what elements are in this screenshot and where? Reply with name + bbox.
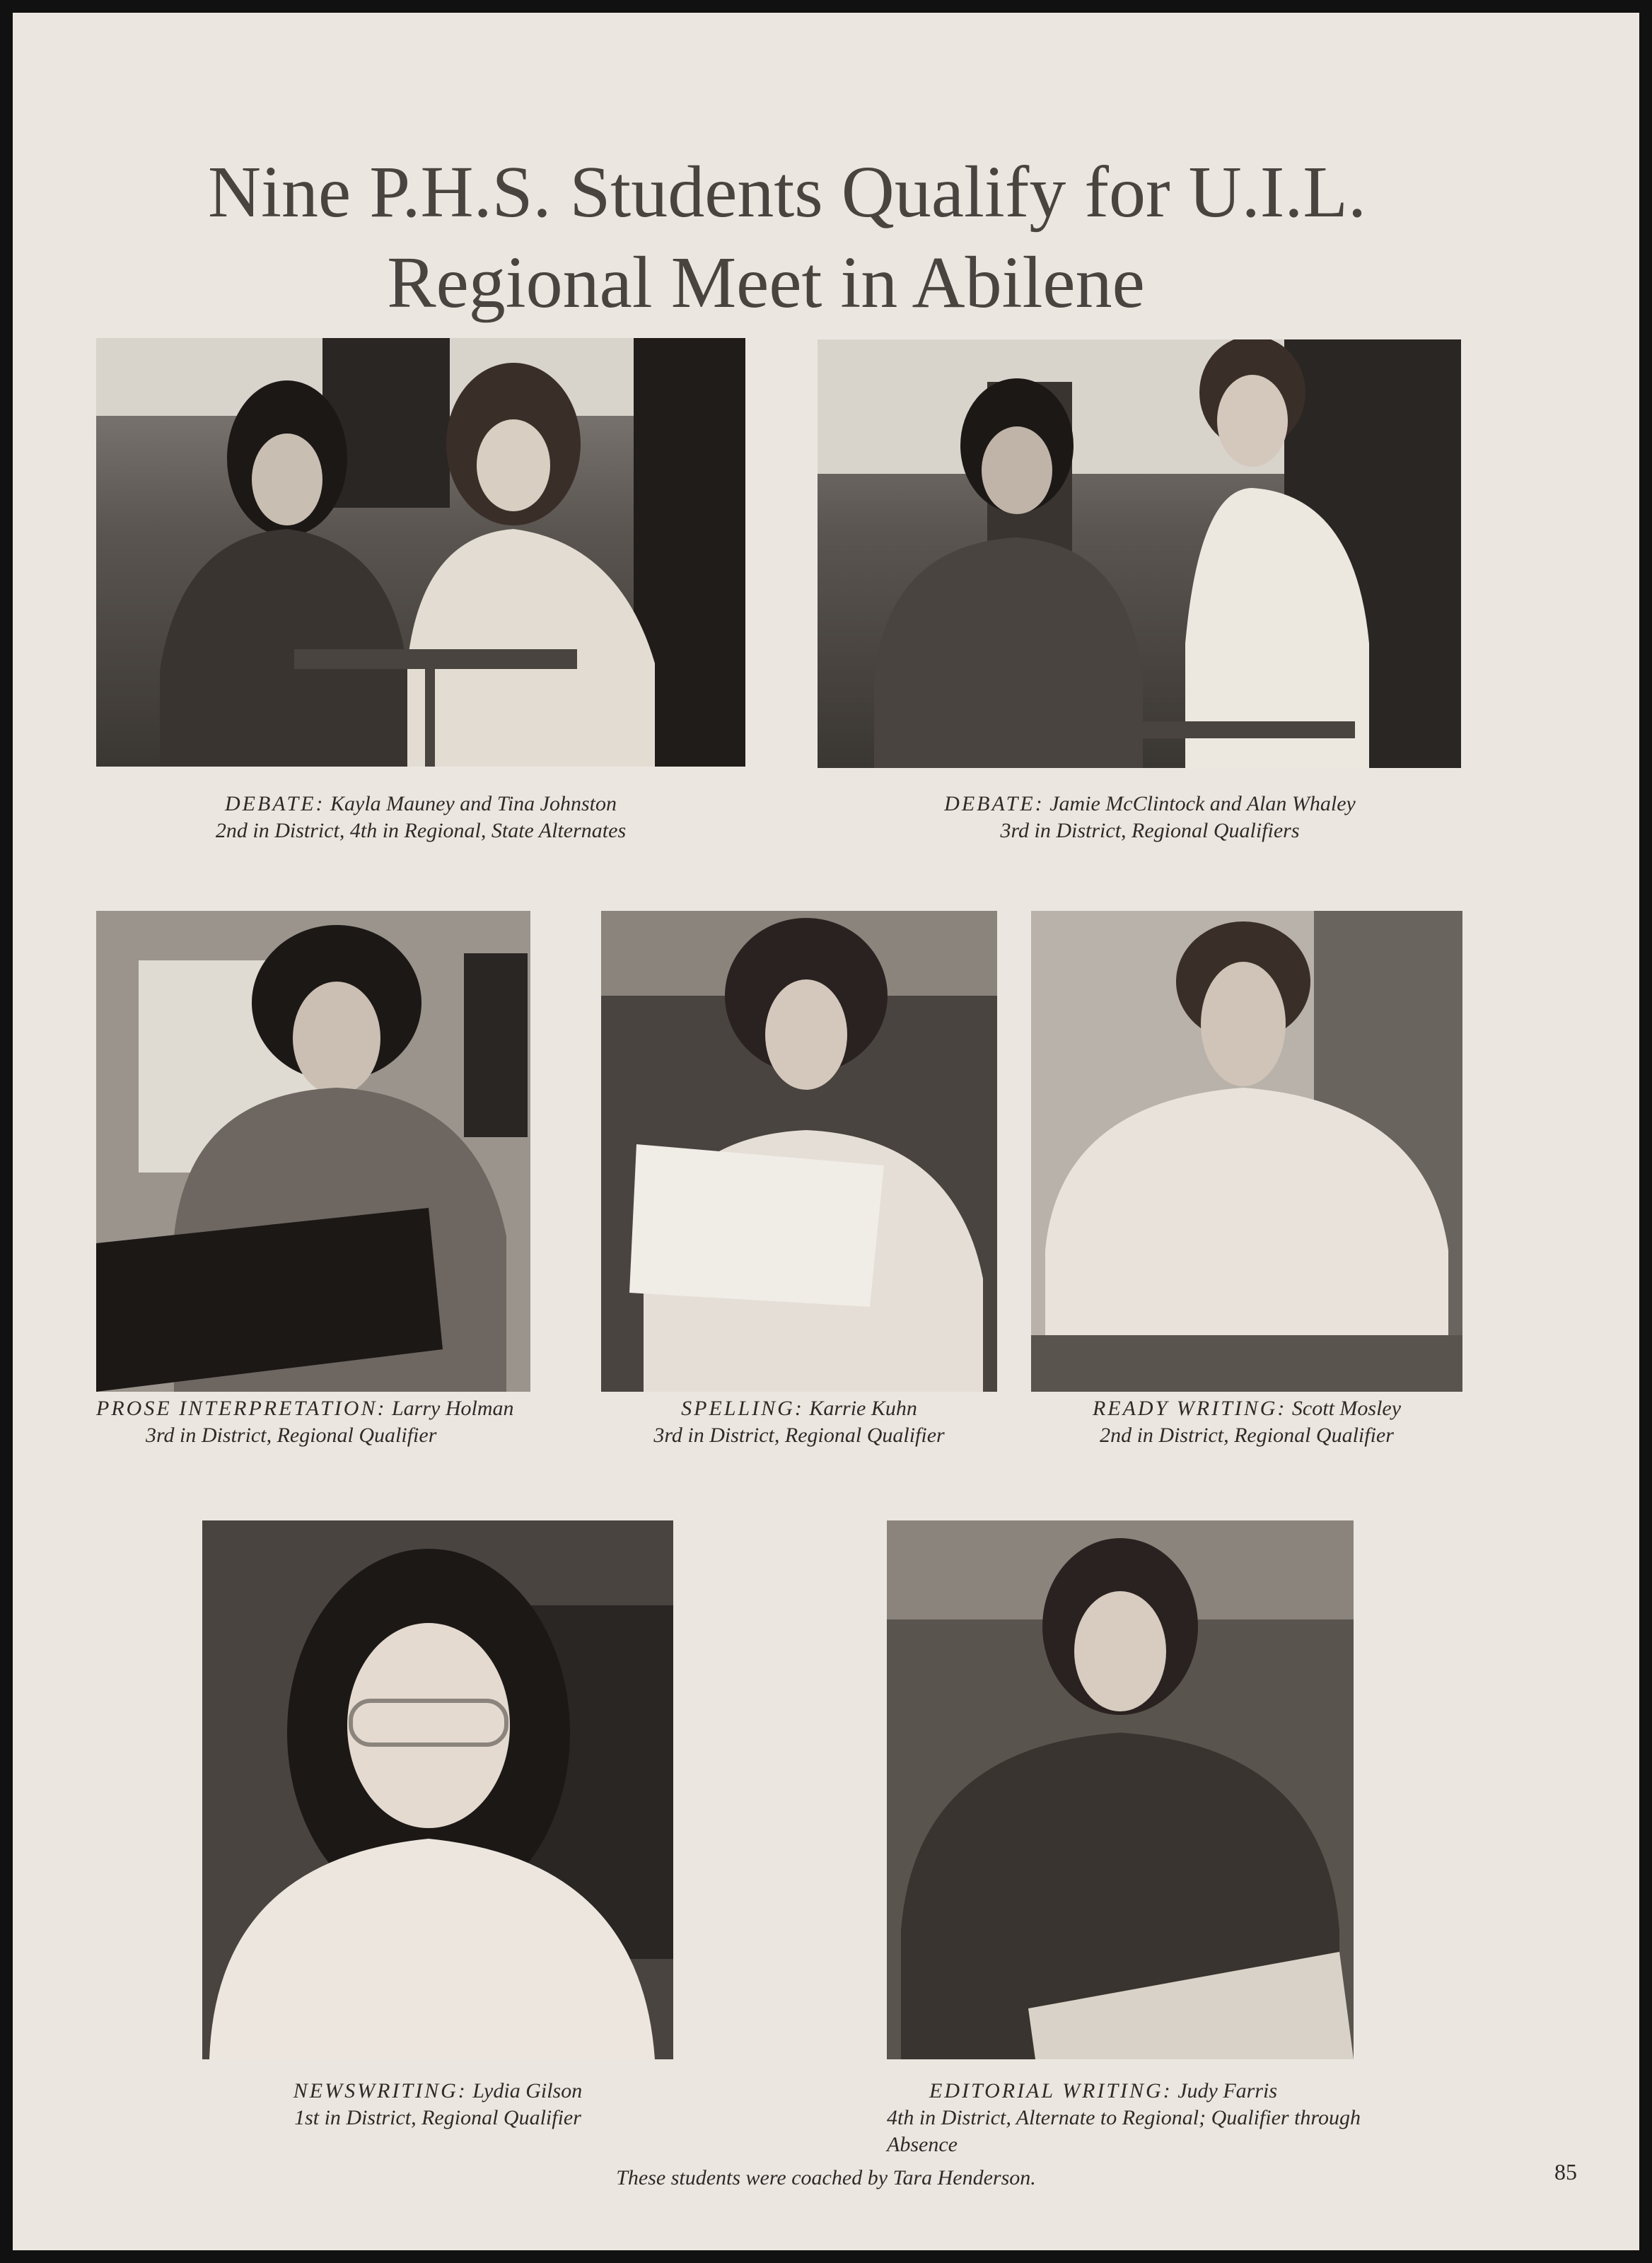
caption-prose <box>96 1395 549 1449</box>
caption-result: 3rd in District, Regional Qualifiers <box>1000 819 1300 842</box>
caption-result: 1st in District, Regional Qualifier <box>294 2106 581 2129</box>
photo-editorial-farris <box>887 1520 1354 2059</box>
caption-debate-2 <box>818 791 1482 844</box>
caption-names: Scott Mosley <box>1291 1397 1402 1420</box>
caption-category: PROSE INTERPRETATION: <box>96 1397 387 1420</box>
caption-names: Jamie McClintock and Alan Whaley <box>1049 792 1356 815</box>
caption-category: EDITORIAL WRITING: <box>929 2079 1173 2102</box>
caption-ready-writing <box>1031 1395 1462 1449</box>
caption-result: 2nd in District, 4th in Regional, State Alternates <box>215 819 627 842</box>
caption-category: READY WRITING: <box>1092 1397 1287 1420</box>
caption-editorial-writing <box>887 2078 1382 2158</box>
caption-category: SPELLING: <box>681 1397 804 1420</box>
page-number: 85 <box>1554 2159 1577 2185</box>
caption-result: 3rd in District, Regional Qualifier <box>146 1424 437 1447</box>
caption-result: 2nd in District, Regional Qualifier <box>1100 1424 1394 1447</box>
caption-newswriting <box>202 2078 673 2131</box>
caption-spelling <box>601 1395 997 1449</box>
yearbook-page <box>13 13 1639 2250</box>
caption-category: DEBATE: <box>224 792 325 815</box>
caption-names: Judy Farris <box>1177 2079 1278 2102</box>
caption-names: Lydia Gilson <box>472 2079 583 2102</box>
photo-debate-mcclintock-whaley <box>818 339 1461 768</box>
coach-credit: These students were coached by Tara Henderson. <box>616 2166 1036 2189</box>
caption-debate-1 <box>96 791 745 844</box>
photo-prose-holman <box>96 911 530 1392</box>
caption-category: DEBATE: <box>944 792 1045 815</box>
photo-spelling-kuhn <box>601 911 997 1392</box>
caption-result: 3rd in District, Regional Qualifier <box>653 1424 945 1447</box>
title-line-1: Nine P.H.S. Students Qualify for U.I.L. <box>208 151 1366 233</box>
page-title <box>13 147 1639 328</box>
caption-category: NEWSWRITING: <box>293 2079 467 2102</box>
photo-debate-mauney-johnston <box>96 338 745 767</box>
caption-names: Larry Holman <box>391 1397 514 1420</box>
title-line-2: Regional Meet in Abilene <box>387 242 1145 323</box>
photo-newswriting-gilson <box>202 1520 673 2059</box>
caption-names: Kayla Mauney and Tina Johnston <box>330 792 617 815</box>
caption-result: 4th in District, Alternate to Regional; Qualifier through Absence <box>887 2106 1361 2156</box>
caption-names: Karrie Kuhn <box>809 1397 917 1420</box>
photo-ready-writing-mosley <box>1031 911 1462 1392</box>
